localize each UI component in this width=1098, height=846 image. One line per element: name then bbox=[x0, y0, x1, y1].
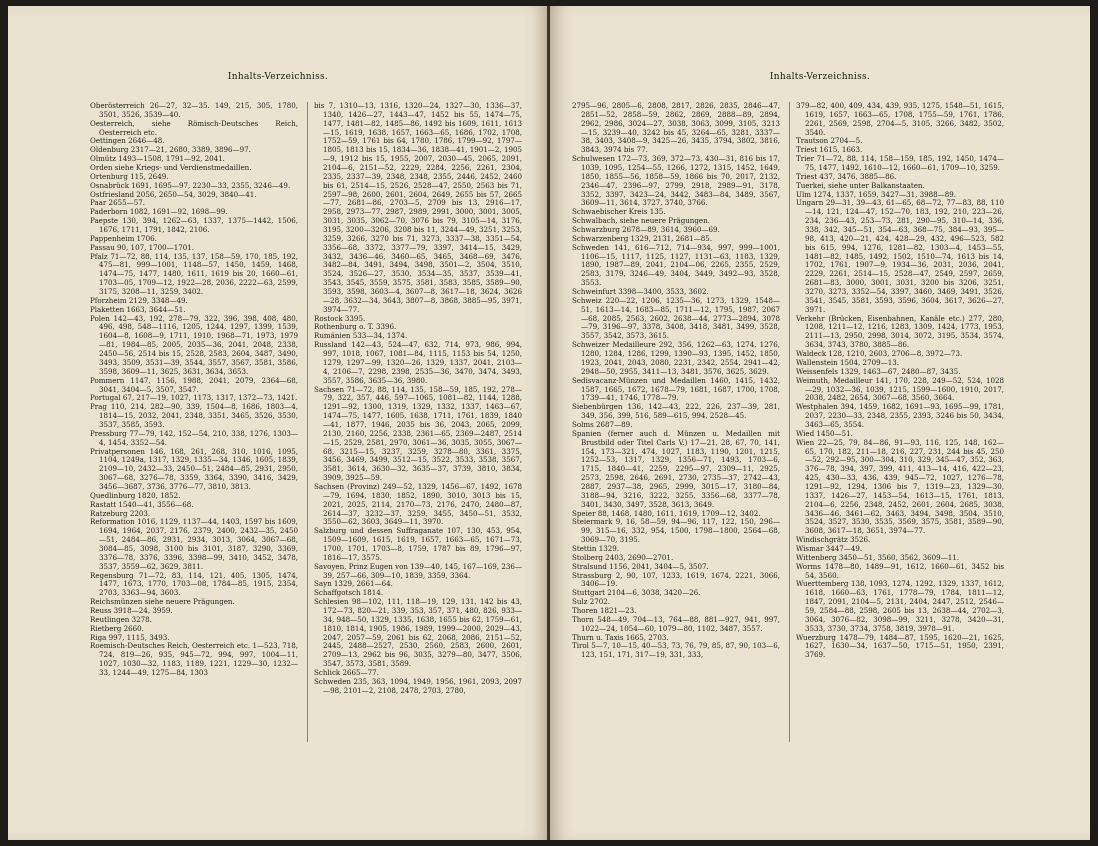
index-entry: Solms 2687—89. bbox=[572, 419, 633, 429]
index-entry: Schaffgotsch 1814. bbox=[314, 588, 384, 598]
index-entry: Verkehr (Brücken, Eisenbahnen, Kanäle etc.) 277, 280, 1208, 1211—12, 1216, 1283, 1309, 1424, 1773, 1953, 2111—13, 2950, 2998, 3014, 3072, 3195, 3534, 3574, 3634, 3743, 3780, 3885—86. bbox=[796, 313, 1004, 350]
index-entry: Pommern 1147, 1156, 1988, 2041, 2079, 2364—68, 3041, 3404—5, 3507, 3547. bbox=[90, 375, 298, 394]
index-entry: Trier 71—72, 88, 114, 158—159, 185, 192, 1450, 1474—75, 1477, 1492, 1610—12, 1660—61, 1709—10, 3259. bbox=[796, 154, 1004, 173]
index-entry: Regensburg 71—72, 83, 114, 121, 405, 1305, 1474, 1477, 1673, 1770, 1703—08, 1784—85, 1915, 2354, 2703, 3363—94, 3603. bbox=[90, 570, 298, 598]
index-entry: Westphalen 394, 1459, 1682, 1691—93, 1695—99, 1781, 2037, 2230—33, 2348, 2355, 2393, 3246 bis 50, 3434, 3463—65, 3554. bbox=[796, 402, 1004, 429]
index-entry: Trautson 2704—5. bbox=[796, 136, 863, 146]
left-column-2 bbox=[314, 102, 522, 696]
index-entry: Prag 110, 214, 282—90, 339, 1504—8, 1686, 1803—4, 1814—15, 2032, 2041, 2348, 3351, 3465, 3526, 3530, 3537, 3585, 3593. bbox=[90, 402, 298, 429]
index-entry: Thorn 548—49, 704—13, 764—88, 881—927, 941, 997, 1022—24, 1054—60, 1079—80, 1102, 3487, 3557. bbox=[572, 614, 780, 633]
index-entry: Roemisch-Deutsches Reich, Oesterreich etc. 1—523, 718, 724, 819—26, 935, 945—72, 994, 997, 1004—11, 1027, 1030—32, 1183, 1189, 1221, 1229—30, 1232—33, 1244—49, 1275—84, 1303 bbox=[90, 641, 298, 677]
index-entry: Ostfriesland 2056, 2650—54, 3029, 3840—41. bbox=[90, 189, 257, 199]
index-entry: Speier 88, 1468, 1480, 1611, 1619, 1709—12, 3402. bbox=[572, 508, 761, 518]
index-entry: Olmütz 1493—1508, 1791—92, 2041. bbox=[90, 154, 225, 164]
index-entry: Reutlingen 3278. bbox=[90, 614, 152, 624]
index-entry: Weimuth, Medailleur 141, 170, 228, 249—52, 524, 1028—29, 1032—36, 1039, 1215, 1599—1600, 1910, 2017, 2038, 2482, 2654, 3067—68, 3560, 3664. bbox=[796, 375, 1004, 403]
index-entry: Polen 142—43, 192, 278—79, 322, 396, 398, 408, 480, 496, 498, 548—1116, 1205, 1244, 1297, 1399, 1539, 1604—8, 1608—9, 1711, 1910, 1968—71, 1973, 1979—81, 1984—85, 2005, 2035—36, 2041, 2048, 2338, 2450—56, 2514 bis 15, 2528, 2583, 2604, 3487, 3490, 3493, 3509, 3531—39, 3544, 3557, 3567, 3581, 3586, 3598, 3609—11, 3625, 3631, 3634, 3653. bbox=[90, 313, 298, 376]
index-entry: Sulz 2702. bbox=[572, 597, 610, 607]
index-entry: Worms 1478—80, 1489—91, 1612, 1660—61, 3452 bis 54, 3560. bbox=[796, 561, 1004, 580]
index-entry: Ortenburg 115, 2649. bbox=[90, 171, 169, 181]
index-entry: Schweden 141, 616—712, 714—934, 997, 999—1001, 1106—15, 1117, 1125, 1127, 1131—63, 1183, 1329, 1890, 1987—89, 2041, 2104—06, 2265, 2355, 2529, 2583, 3179, 3246—49, 3404, 3449, 3492—93, 3528, 3553. bbox=[572, 242, 780, 288]
index-entry: Steiermark 9, 16, 58—59, 94—96, 117, 122, 150, 296—99, 315—16, 332, 954, 1500, 1798—1800, 2564—68, 3069—70, 3195. bbox=[572, 517, 780, 545]
index-entry: Russland 142—43, 524—47, 632, 714, 973, 986, 994, 997, 1018, 1067, 1081—84, 1115, 1153 bis 54, 1250, 1279, 1297—99, 1320—26, 1329, 1337, 2041, 2103—4, 2106—7, 2298, 2398, 2535—36, 3470, 3474, 3493, 3557, 3586, 3635—36, 3980. bbox=[314, 340, 522, 385]
index-entry: Wied 1450—51. bbox=[796, 428, 853, 438]
index-entry: Savoyen, Prinz Eugen von 139—40, 145, 167—169, 236—39, 257—66, 309—10, 1839, 3359, 3364. bbox=[314, 561, 522, 580]
index-entry: Rumänien 533—34, 1374. bbox=[314, 331, 408, 341]
index-entry: Oettingen 2646—48. bbox=[90, 136, 165, 146]
index-entry: Thoren 1821—23. bbox=[572, 605, 637, 615]
left-page bbox=[8, 6, 548, 840]
index-entry: Quedlinburg 1820, 1852. bbox=[90, 490, 181, 500]
column-divider bbox=[789, 102, 790, 742]
index-entry: Pappenheim 1706. bbox=[90, 233, 157, 243]
index-entry: Spanien (ferner auch d. Münzen u. Medaillen mit Brustbild oder Titel Carls V.) 17—21, 28, 67, 70, 141, 154, 173—321, 474, 1027, 1183, 1190, 1201, 1215, 1252—53, 1317, 1329, 1356—71, 1493, 1703—6, 1715, 1840—41, 2259, 2295—97, 2309—11, 2925, 2573, 2598, 2646, 2691, 2730, 2735—37, 2742—43, 2887, 2937—38, 2965, 2999, 3015—17, 3180—84, 3188—94, 3216, 3222, 3255, 3356—68, 3377—78, 3401, 3430, 3497, 3528, 3613, 3649. bbox=[572, 428, 780, 509]
index-entry: Siebenbürgen 136, 142—43, 222, 226, 237—39, 281, 349, 356, 399, 516, 589—615, 994, 2528—45. bbox=[572, 402, 780, 421]
index-entry: Pfalz 71—72, 88, 114, 135, 137, 158—59, 170, 185, 192, 475—81, 999—1001, 1148—57, 1450, 1459, 1468, 1474—75, 1477, 1480, 1611, 1619 bis 20, 1660—61, 1703—05, 1709—12, 1922—28, 2036, 2222—63, 2599, 3175, 3208—11, 3259, 3402. bbox=[90, 251, 298, 297]
index-entry: Stettin 1329. bbox=[572, 543, 620, 553]
index-entry: Wallenstein 1504, 2709—13. bbox=[796, 357, 899, 367]
index-entry: Ulm 1274, 1337, 1659, 3427—31, 3988—89. bbox=[796, 189, 957, 199]
index-entry: Portugal 67, 217—19, 1027, 1173, 1317, 1372—73, 1421. bbox=[90, 393, 298, 403]
column-divider bbox=[307, 102, 308, 742]
index-entry: Triest 1615, 1663. bbox=[796, 145, 863, 155]
index-entry: Sachsen 71—72, 88, 114, 135, 158—59, 185, 192, 278—79, 322, 357, 446, 597—1065, 1081—82, 1144, 1288, 1291—92, 1300, 1319, 1329, 1332, 1337, 1463—67, 1474—75, 1477, 1605, 1638, 1711, 1761, 1839, 1840—41, 1877, 1946, 2035 bis 36, 2043, 2065, 2099, 2130, 2160, 2256, 2338, 2361—65, 2369—2487, 2514—15, 2529, 2581, 2970, 3061—36, 3035, 3055, 3067—68, 3215—15, 3237, 3259, 3278—80, 3361, 3375, 3456, 3469, 3499, 3512—15, 3522, 3533, 3538, 3567, 3581, 3614, 3630—32, 3635—37, 3739, 3810, 3834, 3909, 3925—59. bbox=[314, 384, 522, 483]
index-entry: Rostock 3395. bbox=[314, 313, 366, 323]
index-entry: Tirol 5—7, 10—15, 40—53, 73, 76, 79, 85, 87, 90, 103—6, 123, 151, 171, 317—19, 331, 333, bbox=[572, 641, 780, 660]
index-entry: Schlesien 98—102, 111, 118—19, 129, 131, 142 bis 43, 172—73, 820—21, 339, 353, 357, 371, 480, 826, 933—34, 948—50, 1329, 1335, 1638, 1655 bis 62, 1759—61, 1810, 1814, 1905, 1986, 1989, 1999—2000, 2029—43, 2047, 2057—59, 2061 bis 62, 2068, 2086, 2151—52, 2445, 2488—2527, 2530, 2560, 2583, 2600, 2601, 2709—13, 2962 bis 96, 3035, 3279—80, 3477, 3506, 3547, 3573, 3581, 3589. bbox=[314, 597, 522, 669]
index-entry: Paepste 130, 394, 1262—63, 1337, 1375—1442, 1506, 1676, 1711, 1791, 1842, 2106. bbox=[90, 216, 298, 235]
index-entry: Ungarn 29—31, 39—43, 61—65, 68—72, 77—83, 88, 110—14, 121, 124—47, 152—70, 183, 192, 210, 223—26, 234, 236—43, 253—73, 281, 290—95, 310—14, 336, 338, 342, 345—51, 354—63, 368—75, 384—93, 395—98, 413, 420—21, 424, 428—29, 432, 496—523, 582 bis 615, 994, 1276, 1281—82, 1303—4, 1453—55, 1481—82, 1485, 1492, 1502, 1510—74, 1613 bis 14, 1702, 1761, 1907—9, 1934—36, 2031, 2036, 2041, 2229, 2261, 2514—15, 2528—47, 2549, 2597, 2659, 2681—83, 3000, 3001, 3031, 3200 bis 3206, 3251, 3270, 3273, 3352—54, 3397, 3460, 3469, 3491, 3526, 3541, 3545, 3581, 3593, 3596, 3604, 3617, 3626—27, 3971. bbox=[796, 198, 1004, 314]
right-column-1 bbox=[572, 102, 780, 660]
index-entry: Rastatt 1540—41, 3556—68. bbox=[90, 499, 194, 509]
index-entry: Schwaebischer Kreis 135. bbox=[572, 207, 666, 217]
index-entry: Paar 2655—57. bbox=[90, 198, 145, 208]
index-entry: Schwalbach, siehe neuere Prägungen. bbox=[572, 216, 710, 226]
index-entry: Riga 997, 1115, 3493. bbox=[90, 632, 170, 642]
index-entry: Reformation 1016, 1129, 1137—44, 1403, 1597 bis 1609, 1694, 1964, 2037, 2176, 2379, 2400, 2432—35, 2450—51, 2484—86, 2931, 2934, 3013, 3064, 3067—68, 3084—85, 3098, 3100 bis 3101, 3187, 3290, 3369, 3376—78, 3376, 3396, 3398—99, 3410, 3452, 3478, 3537, 3559—62, 3629, 3811. bbox=[90, 517, 298, 571]
index-entry: Sayn 1329, 2661—64. bbox=[314, 579, 393, 589]
index-entry: Schweizer Medailleure 292, 356, 1262—63, 1274, 1276, 1280, 1284, 1286, 1299, 1390—93, 1395, 1452, 1850, 1923, 2041, 2043, 2080, 2231, 2342, 2554, 2941—42, 2948—50, 2955, 3411—13, 3481, 3576, 3625, 3629. bbox=[572, 340, 780, 376]
right-column-2 bbox=[796, 102, 1004, 660]
index-entry: 379—82, 400, 409, 434, 439, 935, 1275, 1548—51, 1615, 1619, 1657, 1663—65, 1708, 1755—59, 1761, 1786, 2261, 2569, 2598, 2704—5, 3105, 3266, 3482, 3502, 3540. bbox=[796, 101, 1004, 137]
index-entry: Orden siehe Kriegs- und Verdienstmedaillen. bbox=[90, 163, 252, 173]
index-entry: Oldenburg 2317—21, 2680, 3389, 3896—97. bbox=[90, 145, 251, 155]
index-entry: Schweinfurt 3398—3400, 3533, 3602. bbox=[572, 287, 709, 297]
index-entry: Wien 22—25, 79, 84—86, 91—93, 116, 125, 148, 162—65, 170, 182, 211—18, 216, 227, 231, 244 bis 45, 250—52, 292—95, 300—304, 310, 329, 345—47, 352, 363, 376—78, 394, 397, 399, 411, 413—14, 416, 422—23, 425, 430—33, 436, 439, 945—72, 1027, 1276—78, 1291—92, 1294, 1306 bis 7, 1319—23, 1329—30, 1337, 1426—27, 1453—54, 1613—15, 1761, 1813, 2104—6, 2256, 2348, 2452, 2601, 2604, 2685, 3038, 3436—46, 3461—62, 3463, 3494, 3498, 3504, 3510, 3524, 3527, 3530, 3535, 3569, 3575, 3581, 3589—90, 3608, 3617—18, 3651, 3974—77. bbox=[796, 437, 1004, 536]
book-spread bbox=[8, 6, 1090, 840]
index-entry: Schweiz 220—22, 1206, 1235—36, 1273, 1329, 1548—51, 1613—14, 1683—85, 1711—12, 1795, 1987, 2067—68, 2085, 2563, 2602, 2638—44, 2773—2894, 3078—79, 3196—97, 3378, 3408, 3418, 3481, 3499, 3528, 3557, 3542, 3573, 3615. bbox=[572, 295, 780, 341]
index-entry: Stolberg 2403, 2690—2701. bbox=[572, 552, 674, 562]
index-entry: Wuerttemberg 138, 1093, 1274, 1292, 1329, 1337, 1612, 1618, 1660—63, 1761, 1778—79, 1784, 1811—12, 1847, 2091, 2104—5, 2131, 2404, 2447, 2512, 2546—59, 2584—88, 2598, 2605 bis 13, 2638—44, 2702—3, 3064, 3076—82, 3098—99, 3211, 3278, 3420—31, 3533, 3730, 3734, 3758, 3819, 3978—91. bbox=[796, 579, 1004, 633]
index-entry: Paderborn 1082, 1691—92, 1698—99. bbox=[90, 207, 228, 217]
index-entry: Ratzeburg 2203. bbox=[90, 508, 151, 518]
index-entry: Strassburg 2, 90, 107, 1233, 1619, 1674, 2221, 3066, 3406—19. bbox=[572, 570, 780, 589]
index-entry: Schwarzenberg 1329, 2131, 2681—85. bbox=[572, 233, 713, 243]
index-entry: Schlick 2665—77. bbox=[314, 668, 379, 677]
index-entry: Privatpersonen 146, 168, 261, 268, 310, 1016, 1095, 1104, 1249a, 1317, 1329, 1335—34, 1346, 1605, 1839, 2109—10, 2432—33, 2450—51, 2484—85, 2931, 2950, 3067—68, 3276—78, 3359, 3364, 3390, 3416, 3429, 3456—3687, 3736, 3776—77, 3810, 3813. bbox=[90, 446, 298, 491]
index-entry: Rietberg 2660. bbox=[90, 623, 144, 633]
index-entry: Rothenburg o. T. 3396. bbox=[314, 322, 397, 332]
index-entry: Stuttgart 2104—6, 3038, 3420—26. bbox=[572, 588, 701, 598]
index-entry: Pressburg 77—79, 142, 152—54, 210, 338, 1276, 1303—4, 1454, 3352—54. bbox=[90, 428, 298, 447]
index-entry: Reichsmünzen siehe neuere Prägungen. bbox=[90, 597, 235, 607]
index-entry: Schweden 235, 363, 1094, 1949, 1956, 1961, 2093, 2097—98, 2101—2, 2108, 2478, 2703, 2780, bbox=[314, 676, 522, 695]
right-page-header: Inhalts-Verzeichniss. bbox=[769, 72, 871, 82]
index-entry: Triest 437, 3476, 3885—86. bbox=[796, 171, 897, 181]
index-entry: Plaketten 1663, 3644—51. bbox=[90, 304, 186, 314]
index-entry: Tuerkei, siehe unter Balkanstaaten. bbox=[796, 180, 925, 190]
index-entry: Waldeck 128, 1210, 2603, 2706—8, 3972—73. bbox=[796, 349, 963, 359]
index-entry: Wittenberg 3450—51, 3560, 3562, 3609—11. bbox=[796, 552, 960, 562]
index-entry: Wuerzburg 1478—79, 1484—87, 1595, 1620—21, 1625, 1627, 1630—34, 1637—50, 1715—51, 1950, 2391, 3769. bbox=[796, 632, 1004, 660]
left-column-1 bbox=[90, 102, 298, 678]
index-entry: Passau 90, 107, 1700—1701. bbox=[90, 242, 195, 252]
right-page bbox=[550, 6, 1090, 840]
index-entry: Stralsund 1156, 2041, 3404—5, 3507. bbox=[572, 561, 709, 571]
index-entry: Wismar 3447—49. bbox=[796, 543, 863, 553]
index-entry: Schwarzburg 2678—89, 3614, 3960—69. bbox=[572, 225, 720, 235]
index-entry: 2795—96, 2805—6, 2808, 2817, 2826, 2835, 2846—47, 2851—52, 2858—59, 2862, 2869, 2888—89, 2894, 2962, 2986, 3024—27, 3038, 3063, 3099, 3105, 3213—15, 3239—40, 3242 bis 45, 3264—65, 3281, 3337—38, 3403, 3408—9, 3425—26, 3435, 3794, 3802, 3816, 3843, 3974 bis 77. bbox=[572, 101, 780, 155]
index-entry: Osnabrück 1691, 1695—97, 2230—33, 2355, 3246—49. bbox=[90, 180, 291, 190]
index-entry: Reuss 3918—24, 3959. bbox=[90, 605, 173, 615]
index-entry: Oberösterreich 26—27, 32—35. 149, 215, 305, 1780, 3501, 3526, 3539—40. bbox=[90, 101, 298, 119]
index-entry: Sedisvacanz-Münzen und Medaillen 1460, 1415, 1432, 1587, 1665, 1672, 1678—79, 1681, 1687, 1700, 1708, 1739—41, 1746, 1778—79. bbox=[572, 375, 780, 403]
index-entry: Salzburg und dessen Suffraganate 107, 130, 453, 954, 1509—1609, 1615, 1619, 1657, 1663—65, 1671—73, 1700, 1701, 1703—8, 1759, 1787 bis 89, 1796—97, 1816—17, 3575. bbox=[314, 526, 522, 562]
index-entry: Oesterreich, siehe Römisch-Deutsches Reich, Oesterreich etc. bbox=[90, 118, 298, 137]
index-entry: Windischgrätz 3526. bbox=[796, 535, 871, 545]
left-page-header: Inhalts-Verzeichniss. bbox=[227, 72, 329, 82]
index-entry: Thurn u. Taxis 1665, 2703. bbox=[572, 632, 669, 642]
index-entry: Sachsen (Provinz) 249—52, 1329, 1456—67, 1492, 1678—79, 1694, 1830, 1852, 1890, 3010, 3013 bis 15, 2021, 2025, 2114, 2170—73, 2176, 2470, 2480—87, 2614—37, 3232—37, 3259, 3455, 3450—51, 3532, 3550—62, 3603, 3649—11, 3970. bbox=[314, 481, 522, 527]
index-entry: Pforzheim 2129, 3348—49. bbox=[90, 295, 188, 305]
index-entry: bis 7, 1310—13, 1316, 1320—24, 1327—30, 1336—37, 1340, 1426—27, 1443—47, 1452 bis 55, 1474—75, 1477, 1481—82, 1485—86, 1492 bis 1609, 1611, 1613—15, 1619, 1638, 1657, 1663—65, 1686, 1702, 1708, 1752—59, 1761 bis 64, 1780, 1786, 1799—92, 1797—1805, 1813 bis 15, 1834—36, 1838—41, 1901—2, 1905—9, 1912 bis 15, 1955, 2007, 2030—45, 2065, 2091, 2104—6, 2151—52, 2229, 2284, 2256, 2261, 2304, 2335, 2337—39, 2348, 2348, 2355, 2446, 2452, 2460 bis 61, 2514—15, 2526, 2528—47, 2550, 2563 bis 71, 2597—98, 2600, 2601, 2604, 2649, 2655 bis 57, 2665—77, 2681—86, 2703—5, 2709 bis 13, 2916—17, 2958, 2973—77, 2987, 2989, 2991, 3000, 3001, 3005, 3031, 3035, 3062—70, 3076 bis 79, 3105—14, 3176, 3195, 3200—3206, 3208 bis 11, 3244—49, 3251, 3253, 3259, 3266, 3270 bis 71, 3273, 3337—38, 3351—54, 3356—68, 3372, 3377—79, 3397, 3414—15, 3429, 3432, 3436—46, 3460—65, 3465, 3468—69, 3476, 3482—84, 3491, 3494, 3498, 3501—2, 3504, 3510, 3524, 3526—27, 3530, 3534—35, 3537, 3539—41, 3543, 3545, 3559, 3575, 3581, 3583, 3585, 3589—90, 3593, 3598, 3603—4, 3607—8, 3617—18, 3624, 3626—28, 3632—34, 3643, 3807—8, 3868, 3885—95, 3971, 3974—77. bbox=[314, 101, 522, 314]
index-entry: Schulwesen 172—73, 369, 372—73, 430—31, 816 bis 17, 1039, 1095, 1254—55, 1266, 1272, 1315, 1452, 1649, 1850, 1855—56, 1858—59, 1866 bis 70, 2017, 2132, 2346—47, 2396—97, 2799, 2918, 2989—91, 3178, 3352, 3397, 3423—24, 3442, 3483—84, 3489, 3567, 3609—11, 3614, 3727, 3740, 3766. bbox=[572, 154, 780, 208]
index-entry: Weissenfels 1329, 1463—67, 2480—87, 3435. bbox=[796, 366, 961, 376]
